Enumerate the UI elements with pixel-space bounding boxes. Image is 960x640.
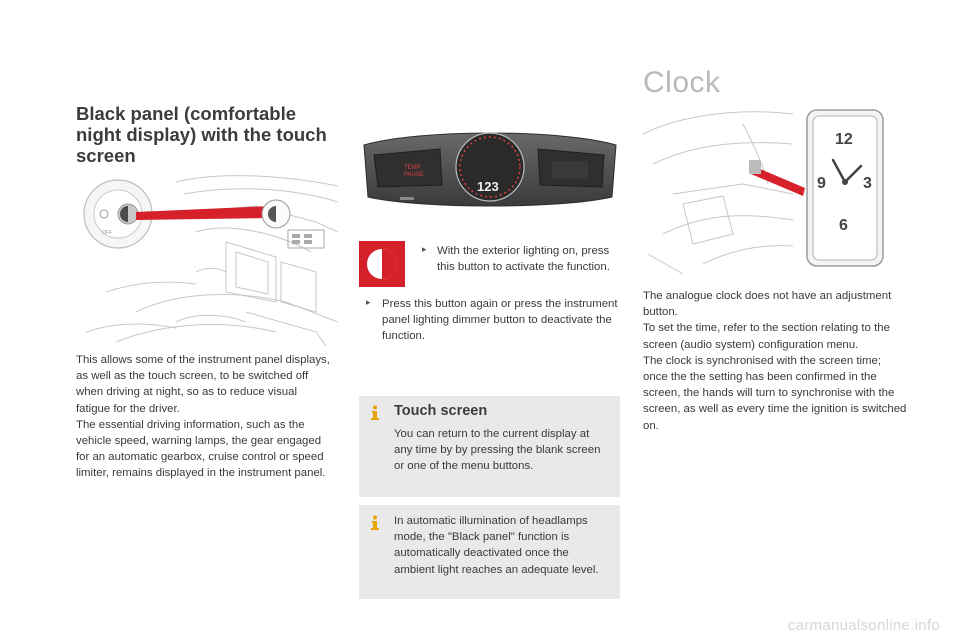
bullet-1-text: With the exterior lighting on, press this button to activate the function. bbox=[437, 245, 610, 274]
black-panel-button[interactable] bbox=[359, 241, 405, 287]
instrument-cluster-illustration bbox=[360, 127, 620, 210]
cluster-temp-label: TEMP bbox=[404, 165, 421, 171]
cluster-pause-label: PAUSE bbox=[404, 172, 424, 178]
clock-illustration bbox=[643, 104, 891, 276]
touch-screen-info-box bbox=[359, 396, 620, 497]
watermark: carmanualsonline.info bbox=[787, 617, 940, 634]
black-panel-switch-illustration bbox=[76, 172, 338, 346]
bullet-marker: ▸ bbox=[366, 298, 371, 308]
switch-off-label: OFF bbox=[102, 230, 112, 236]
auto-illumination-info-box bbox=[359, 505, 620, 599]
bullet-1 bbox=[422, 243, 618, 275]
clock-heading: Clock bbox=[643, 66, 721, 99]
touch-screen-title: Touch screen bbox=[394, 403, 488, 419]
black-panel-heading: Black panel (comfortable night display) with the touch screen bbox=[76, 103, 327, 166]
auto-illumination-text: In automatic illumination of headlamps mode, the "Black panel" function is automatically deactivated once the ambient light reaches an adequate level. bbox=[394, 515, 599, 576]
clock-description: The analogue clock does not have an adjustment button. To set the time, refer to the section relating to the screen (audio system) configuration menu. The clock is synchronised with the screen time; once the the setting has been confirmed in the screen, the hands will turn to synchronise with the screen, as well as every time the ignition is switched on. bbox=[643, 290, 907, 432]
black-panel-description: This allows some of the instrument panel displays, as well as the touch screen, to be switched off when driving at night, so as to reduce visual fatigue for the driver. The essential driving information, such as the vehicle speed, warning lamps, the gear engaged for an automatic gearbox, cruise control or speed limiter, remains displayed in the instrument panel. bbox=[76, 354, 330, 480]
clock-numeral-9: 9 bbox=[817, 175, 826, 192]
info-icon bbox=[369, 405, 381, 421]
bullet-marker: ▸ bbox=[422, 245, 427, 255]
cluster-speed-readout: 123 bbox=[477, 179, 499, 194]
clock-numeral-12: 12 bbox=[835, 131, 853, 148]
clock-numeral-6: 6 bbox=[839, 217, 848, 234]
bullet-2 bbox=[366, 296, 620, 345]
touch-screen-text: You can return to the current display at any time by by pressing the blank screen or one of the menu buttons. bbox=[394, 428, 601, 473]
bullet-2-text: Press this button again or press the instrument panel lighting dimmer button to deactivate the function. bbox=[382, 298, 618, 343]
clock-numeral-3: 3 bbox=[863, 175, 872, 192]
info-icon bbox=[369, 515, 381, 531]
black-panel-icon bbox=[364, 246, 400, 282]
